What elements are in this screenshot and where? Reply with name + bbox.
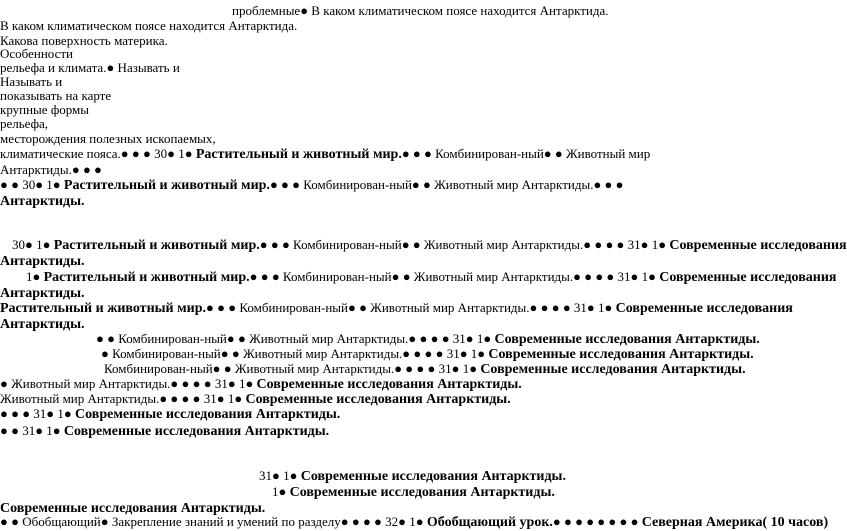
- text-line-29: 1● Современные исследования Антарктиды.: [272, 484, 555, 500]
- text-line-27: ● ● 31● 1● Современные исследования Антарктиды.: [0, 423, 330, 439]
- text-line-11: климатические пояса.● ● ● 30● 1● Растительный и животный мир.● ● ● Комбинирован-ный● ● Животный мир: [0, 146, 651, 162]
- text-line-4: Особенности: [0, 46, 74, 61]
- text-line-14: Антарктиды.: [0, 194, 85, 209]
- text-line-17: 1● Растительный и животный мир.● ● ● Комбинирован-ный● ● Животный мир Антарктиды.● ● ● ● 31● 1● Современные исследования: [26, 269, 837, 285]
- text-line-30: Современные исследования Антарктиды.: [0, 501, 266, 516]
- text-line-18: Антарктиды.: [0, 286, 85, 301]
- text-line-21: ● ● Комбинирован-ный● ● Животный мир Антарктиды.● ● ● ● 31● 1● Современные исследования Антарктиды.: [96, 331, 760, 347]
- text-line-1: проблемные● В каком климатическом поясе находится Антарктида.: [232, 3, 609, 18]
- text-line-22: ● Комбинирован-ный● ● Животный мир Антарктиды.● ● ● ● 31● 1● Современные исследования Антарктиды.: [101, 346, 754, 362]
- text-line-24: ● Животный мир Антарктиды.● ● ● ● 31● 1● Современные исследования Антарктиды.: [0, 376, 522, 392]
- text-line-28: 31● 1● Современные исследования Антарктиды.: [259, 468, 566, 484]
- text-line-5: рельефа и климата.● Называть и: [0, 60, 180, 75]
- text-line-20: Антарктиды.: [0, 317, 85, 332]
- text-line-31: ● ● Обобщающий● Закрепление знаний и умений по разделу● ● ● ● 32● 1● Обобщающий урок.● ● ● ● ● ● ● ● Северная Америка( 10 часов): [0, 514, 829, 530]
- text-line-10: месторождения полезных ископаемых,: [0, 131, 216, 146]
- text-line-7: показывать на карте: [0, 88, 112, 103]
- text-line-8: крупные формы: [0, 102, 90, 117]
- text-line-13: ● ● 30● 1● Растительный и животный мир.● ● ● Комбинирован-ный● ● Животный мир Антарктиды.● ● ●: [0, 177, 624, 193]
- text-line-3: Какова поверхность материка.: [0, 33, 168, 48]
- text-line-26: ● ● ● 31● 1● Современные исследования Антарктиды.: [0, 406, 341, 422]
- text-line-2: В каком климатическом поясе находится Антарктида.: [0, 18, 298, 33]
- text-line-25: Животный мир Антарктиды.● ● ● ● 31● 1● Современные исследования Антарктиды.: [0, 391, 511, 407]
- text-line-6: Называть и: [0, 74, 63, 89]
- text-line-23: Комбинирован-ный● ● Животный мир Антарктиды.● ● ● ● 31● 1● Современные исследования Антарктиды.: [104, 361, 746, 377]
- text-line-15: 30● 1● Растительный и животный мир.● ● ● Комбинирован-ный● ● Животный мир Антарктиды.● ● ● ● 31● 1● Современные исследования: [12, 237, 847, 253]
- text-line-12: Антарктиды.● ● ●: [0, 162, 102, 177]
- text-line-9: рельефа,: [0, 116, 49, 131]
- text-line-16: Антарктиды.: [0, 254, 85, 269]
- text-line-19: Растительный и животный мир.● ● ● Комбинирован-ный● ● Животный мир Антарктиды.● ● ● ● 31● 1● Современные исследования: [0, 300, 793, 316]
